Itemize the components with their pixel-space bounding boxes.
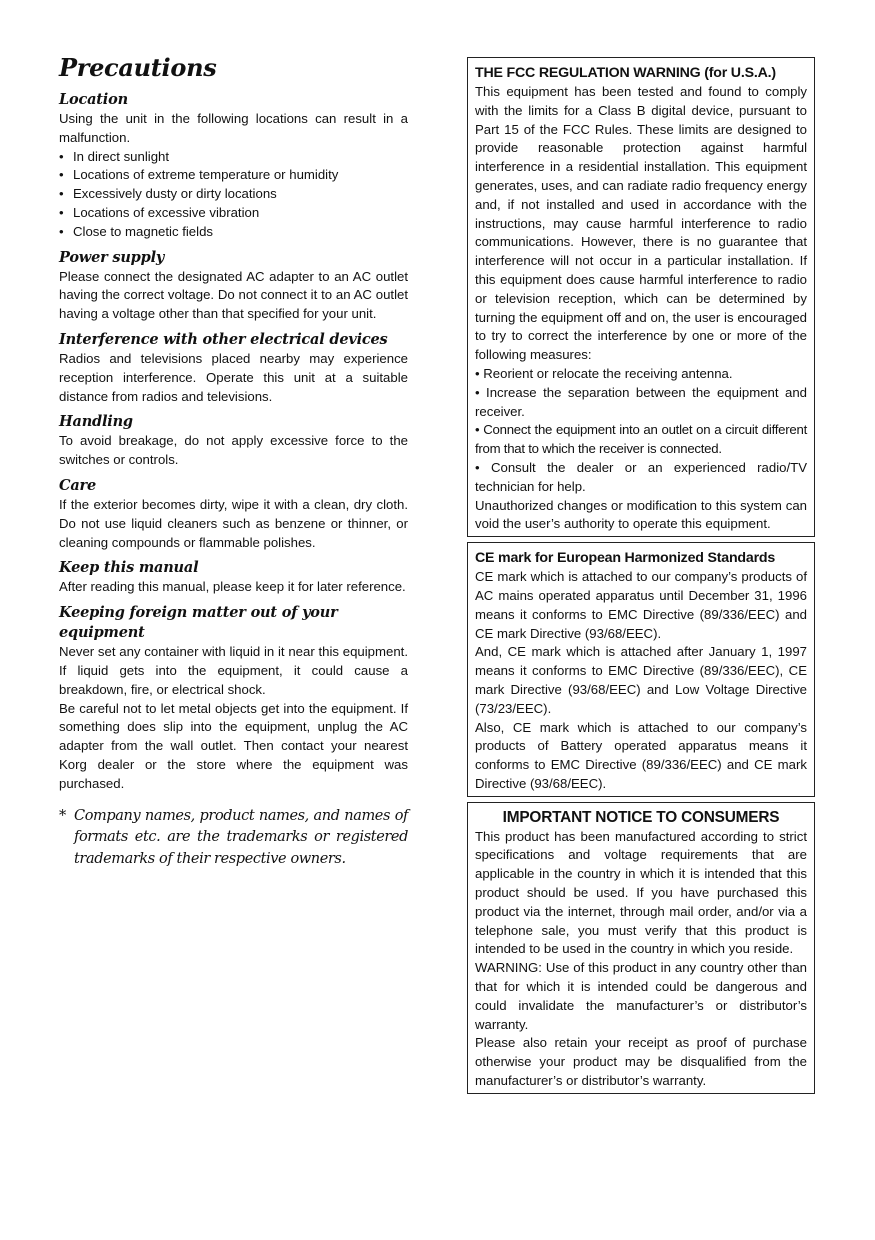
- foreign-matter-heading: Keeping foreign matter out of your equipment: [59, 604, 338, 642]
- list-item: • Locations of excessive vibration: [59, 204, 408, 223]
- care-heading: Care: [59, 476, 97, 494]
- ce-mark-title: CE mark for European Harmonized Standards: [475, 550, 776, 567]
- fcc-measure: • Reorient or relocate the receiving antenna.: [475, 365, 733, 381]
- handling-text: To avoid breakage, do not apply excessive force to the switches or controls.: [59, 433, 408, 468]
- interference-text: Radios and televisions placed nearby may experience reception interference. Operate this unit at a suitable distance from radios and televisions.: [59, 350, 408, 404]
- care-text: If the exterior becomes dirty, wipe it with a clean, dry cloth. Do not use liquid cleaners such as benzene or thinner, or cleaning compounds or flammable polishes.: [59, 496, 408, 550]
- handling-heading: Handling: [59, 413, 133, 431]
- trademark-footnote: [59, 806, 408, 871]
- footnote-mark: *: [59, 807, 66, 824]
- power-supply-heading: Power supply: [59, 248, 165, 266]
- foreign-matter-text-2: Be careful not to let metal objects get into the equipment. If something does slip into the equipment, unplug the AC adapter from the wall outlet. Then contact your nearest Korg dealer or the store where the equipment was purchased.: [59, 700, 408, 791]
- interference-heading: Interference with other electrical devices: [59, 330, 388, 348]
- fcc-measure: • Increase the separation between the equipment and receiver.: [475, 384, 807, 419]
- list-item: • Excessively dusty or dirty locations: [59, 185, 408, 204]
- list-item: • In direct sunlight: [59, 148, 408, 167]
- fcc-warning-text: This equipment has been tested and found to comply with the limits for a Class B digital device, pursuant to Part 15 of the FCC Rules. These limits are designed to provide reasonable protection against harmful interference in a residential installation. This equipment generates, uses, and can radiate radio frequency energy and, if not installed and used in accordance with the instructions, may cause harmful interference to radio communications. However, there is no guarantee that interference will not occur in a particular installation. If this equipment does cause harmful interference to radio or television reception, which can be determined by turning the equipment off and on, the user is encouraged to try to correct the interference by one or more of the following measures:: [475, 84, 807, 363]
- fcc-warning-box: [467, 57, 815, 537]
- consumer-notice-box: [467, 802, 815, 1094]
- consumer-notice-text-1: This product has been manufactured according to strict specifications and voltage requirements that are applicable in the country in which it is intended that this product should be used. If you have purchased this product via the internet, through mail order, and/or via a telephone sale, you must verify that this product is intended to be used in the country in which you reside.: [475, 828, 807, 957]
- power-supply-text: Please connect the designated AC adapter to an AC outlet having the correct voltage. Do not connect it to an AC outlet having a voltage other than that specified for your unit.: [59, 268, 408, 322]
- consumer-notice-title: IMPORTANT NOTICE TO CONSUMERS: [502, 808, 780, 826]
- precautions-column: [59, 52, 408, 870]
- list-item: • Close to magnetic fields: [59, 223, 408, 242]
- fcc-warning-title: THE FCC REGULATION WARNING (for U.S.A.): [475, 65, 776, 81]
- keep-manual-heading: Keep this manual: [59, 559, 199, 577]
- keep-manual-text: After reading this manual, please keep it for later reference.: [59, 579, 406, 595]
- location-intro: Using the unit in the following locations can result in a malfunction.: [59, 111, 408, 145]
- consumer-notice-text-2: WARNING: Use of this product in any country other than that for which it is intended could be dangerous and could invalidate the manufacturer’s or distributor’s warranty.: [475, 960, 807, 1032]
- ce-mark-text-1: CE mark which is attached to our company’s products of AC mains operated apparatus until December 31, 1996 means it conforms to EMC Directive (89/336/EEC) and CE mark Directive (93/68/EEC).: [475, 569, 807, 641]
- ce-mark-box: [467, 542, 815, 797]
- consumer-notice-text-3: Please also retain your receipt as proof of purchase otherwise your product may be disqualified from the manufacturer’s or distributor’s warranty.: [475, 1035, 807, 1089]
- fcc-measure: • Consult the dealer or an experienced radio/TV technician for help.: [475, 459, 807, 494]
- fcc-closing: Unauthorized changes or modification to this system can void the user’s authority to operate this equipment.: [475, 497, 807, 532]
- list-item: • Locations of extreme temperature or humidity: [59, 166, 408, 185]
- fcc-measure: • Connect the equipment into an outlet on a circuit different from that to which the receiver is connected.: [475, 422, 807, 457]
- notices-column: [467, 57, 815, 1094]
- location-heading: Location: [59, 91, 128, 108]
- page-title: Precautions: [59, 53, 217, 82]
- ce-mark-text-3: Also, CE mark which is attached to our company’s products of Battery operated apparatus means it conforms to EMC Directive (89/336/EEC) and CE mark Directive (93/68/EEC).: [475, 719, 807, 791]
- footnote-text: Company names, product names, and names of formats etc. are the trademarks or registered trademarks of their respective owners.: [74, 807, 408, 867]
- ce-mark-text-2: And, CE mark which is attached after January 1, 1997 means it conforms to EMC Directive (89/336/EEC), CE mark Directive (93/68/EEC) and Low Voltage Directive (73/23/EEC).: [475, 644, 807, 716]
- foreign-matter-text-1: Never set any container with liquid in it near this equipment. If liquid gets into the equipment, it could cause a breakdown, fire, or electrical shock.: [59, 644, 408, 697]
- location-list: [59, 148, 408, 242]
